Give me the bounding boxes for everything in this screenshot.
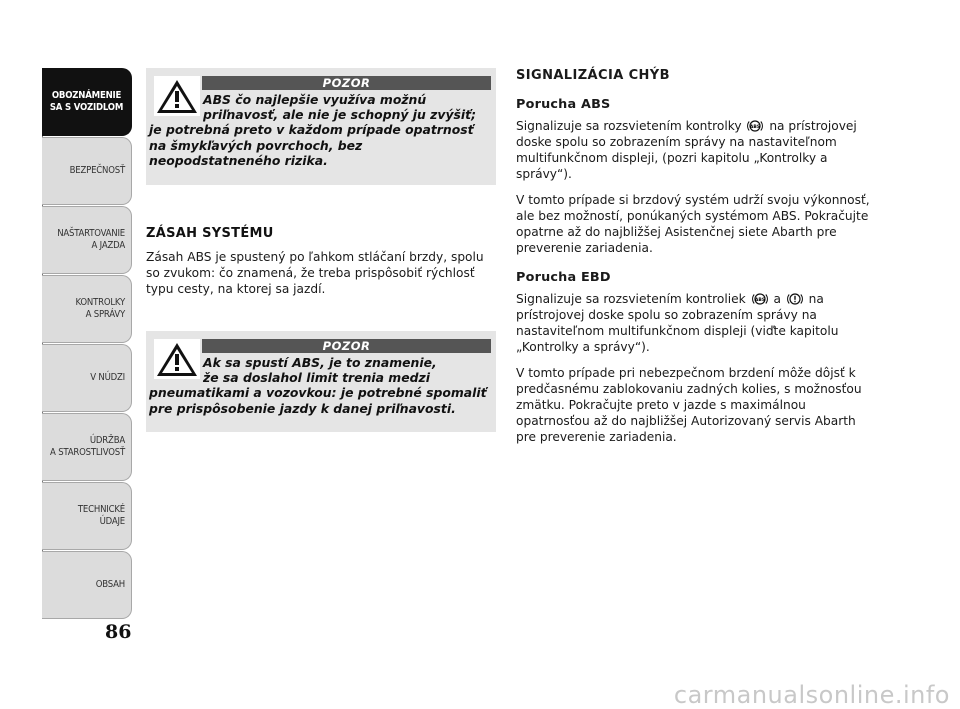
tab-label: OBSAH bbox=[95, 579, 125, 590]
text-span: Signalizuje sa rozsvietením kontroliek bbox=[516, 292, 746, 306]
tab-label: ÚDRŽBA A STAROSTLIVOSŤ bbox=[50, 435, 125, 458]
brake-warning-icon bbox=[787, 292, 803, 306]
warning-line: pneumatikami a vozovkou: je potrebné spomaliť pre prispôsobenie jazdy k danej priľnavosti. bbox=[149, 385, 487, 416]
warning-line: že sa doslahol limit trenia medzi bbox=[203, 370, 430, 386]
page-number: 86 bbox=[105, 621, 132, 643]
text-span: a bbox=[773, 292, 781, 306]
watermark: carmanualsonline.info bbox=[673, 681, 950, 709]
tab-label: OBOZNÁMENIE SA S VOZIDLOM bbox=[49, 90, 124, 113]
abs-fault-heading: Porucha ABS bbox=[516, 97, 611, 112]
svg-text:ABS: ABS bbox=[750, 125, 761, 130]
warning-text bbox=[149, 355, 492, 416]
warning-line: ABS čo najlepšie využíva možnú bbox=[203, 92, 427, 107]
warning-box-abs-active bbox=[146, 331, 496, 432]
chapter-tabs bbox=[42, 68, 132, 620]
tab-label: KONTROLKY A SPRÁVY bbox=[75, 297, 125, 320]
svg-text:ABS: ABS bbox=[754, 298, 765, 303]
tab-udrzba[interactable] bbox=[42, 413, 132, 481]
section-title: SIGNALIZÁCIA CHÝB bbox=[516, 68, 670, 83]
tab-label: V NÚDZI bbox=[90, 372, 125, 383]
section-text: Zásah ABS je spustený po ľahkom stláčaní brzdy, spolu so zvukom: čo znamená, že treba prispôsobiť rýchlosť typu cesty, na ktorej sa jazdí. bbox=[146, 250, 484, 296]
warning-box-abs-grip bbox=[146, 68, 496, 185]
warning-line: Ak sa spustí ABS, je to znamenie, bbox=[203, 355, 437, 370]
warning-line: priľnavosť, ale nie je schopný ju zvýšiť; bbox=[203, 107, 477, 123]
abs-warning-icon bbox=[752, 292, 768, 306]
ebd-fault-consequence: V tomto prípade pri nebezpečnom brzdení môže dôjsť k predčasnému zablokovaniu zadných kolies, s možnosťou zmätku. Pokračujte preto v jazde s maximálnou opatrnosťou až do najbližšej Autorizovaný servis Abarth pre preverenie zariadenia. bbox=[516, 366, 862, 444]
tab-oboznamenie[interactable] bbox=[42, 68, 132, 136]
warning-heading: POZOR bbox=[202, 76, 491, 90]
text-span: na prístrojovej doske spolu so zobrazením správy na nastaviteľnom multifunkčnom displeji, (pozri kapitolu „Kontrolky a správy“). bbox=[516, 119, 857, 181]
abs-fault-text bbox=[516, 118, 876, 182]
tab-technicke[interactable] bbox=[42, 482, 132, 550]
section-heading: ZÁSAH SYSTÉMU bbox=[146, 226, 274, 241]
fault-signaling-section bbox=[516, 68, 876, 455]
tab-v-nudzi[interactable] bbox=[42, 344, 132, 412]
text-span: Signalizuje sa rozsvietením kontrolky bbox=[516, 119, 742, 133]
tab-label: BEZPEČNOSŤ bbox=[69, 165, 125, 176]
abs-warning-icon bbox=[747, 119, 763, 133]
ebd-fault-heading: Porucha EBD bbox=[516, 270, 611, 285]
tab-obsah[interactable] bbox=[42, 551, 132, 619]
text-span: na prístrojovej doske spolu so zobrazením správy na nastaviteľnom multifunkčnom displeji (viďte kapitolu „Kontrolky a správy“). bbox=[516, 292, 839, 354]
warning-heading: POZOR bbox=[202, 339, 491, 353]
tab-bezpecnost[interactable] bbox=[42, 137, 132, 205]
tab-label: NAŠTARTOVANIE A JAZDA bbox=[57, 228, 125, 251]
tab-nastartovanie[interactable] bbox=[42, 206, 132, 274]
warning-text bbox=[149, 92, 492, 168]
tab-kontrolky[interactable] bbox=[42, 275, 132, 343]
ebd-fault-text bbox=[516, 291, 876, 355]
tab-label: TECHNICKÉ ÚDAJE bbox=[77, 504, 125, 527]
warning-line: je potrebná preto v každom prípade opatrnosť na šmykľavých povrchoch, bez neopodstatneného rizika. bbox=[149, 122, 474, 168]
abs-fault-consequence: V tomto prípade si brzdový systém udrží svoju výkonnosť, ale bez možností, ponúkaných systémom ABS. Pokračujte opatrne až do najbližšej Asistenčnej siete Abarth pre preverenie zariadenia. bbox=[516, 193, 870, 255]
